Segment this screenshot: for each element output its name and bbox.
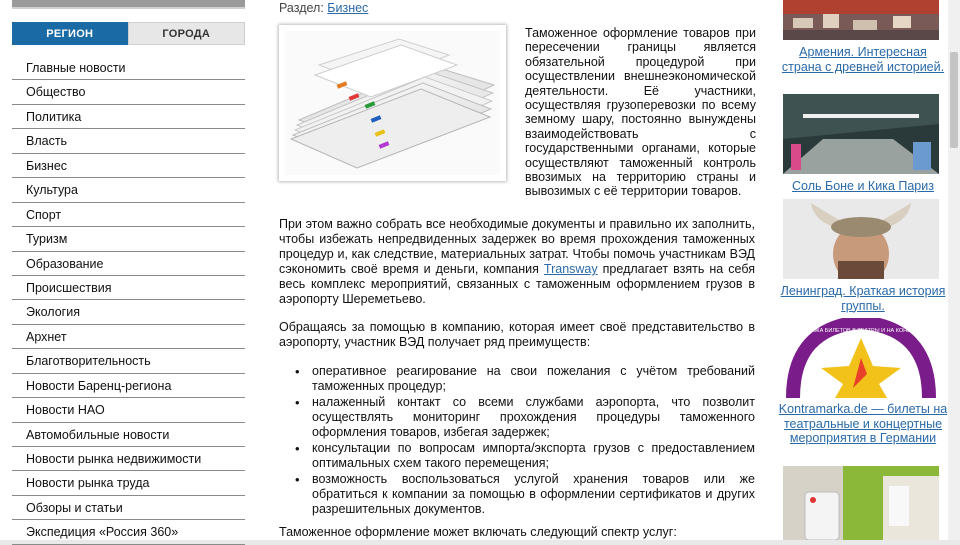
menu-item[interactable]: Новости НАО [12, 398, 245, 422]
article-intro: Таможенное оформление товаров при пересечении границы является обязательной процедурой при осуществлении внешнеэкономической деятельности. Её участники, осуществляя грузоперевозки по всему земному шару, постоянно вынуждены взаимодействовать с государственными органами, которые осуществляют таможенный контроль ввозимых на территорию страны и вывозимых с её территории товаров. [525, 26, 756, 199]
documents-stack-illustration [279, 25, 506, 181]
ad-caption[interactable]: Ленинград. Краткая история группы. [780, 284, 946, 313]
article [260, 0, 778, 540]
menu-item[interactable]: Архнет [12, 325, 245, 349]
tab-region[interactable]: РЕГИОН [12, 22, 128, 45]
menu-item[interactable]: Обзоры и статьи [12, 496, 245, 520]
menu-item[interactable]: Спорт [12, 203, 245, 227]
menu-item[interactable]: Экспедиция «Россия 360» [12, 520, 245, 544]
musician-portrait-image[interactable] [783, 199, 939, 279]
menu-item[interactable]: Туризм [12, 227, 245, 251]
subway-station-image[interactable] [783, 94, 939, 174]
menu-item[interactable]: Бизнес [12, 154, 245, 178]
list-item: • консультации по вопросам импорта/экспорта грузов с предоставлением оптимальных схем такого перемещения; [295, 441, 755, 471]
transway-link[interactable]: Transway [543, 262, 598, 276]
article-paragraph: Обращаясь за помощью в компанию, которая имеет своё представительство в аэропорту, участник ВЭД получает ряд преимуществ: [279, 320, 755, 349]
menu-item[interactable]: Благотворительность [12, 349, 245, 373]
section-link[interactable]: Бизнес [327, 1, 369, 15]
menu-item[interactable]: Новости рынка недвижимости [12, 447, 245, 471]
region-tabs [12, 22, 245, 45]
scrollbar[interactable] [948, 0, 960, 540]
article-image [279, 25, 506, 181]
menu-item[interactable]: Общество [12, 80, 245, 104]
list-item: • оперативное реагирование на свои пожелания с учётом требований таможенных процедур; [295, 364, 755, 394]
section-breadcrumb [279, 1, 368, 15]
paragraph-text: При этом важно собрать все необходимые документы и правильно их заполнить, чтобы избежать непредвиденных задержек во время прохождения таможенных процедур и, как следствие, материальных затрат. Чтобы помочь участникам ВЭД сэкономить своё время и деньги, компания [279, 217, 755, 276]
paragraph-text: предлагает взять на себя весь комплекс мероприятий, связанных с таможенным оформлением грузов в аэропорту Шереметьево. [279, 262, 755, 306]
ad-caption[interactable]: Kontramarka.de — билеты на театральные и концертные мероприятия в Германии [778, 402, 948, 445]
advantages-list [295, 364, 755, 518]
tab-cities[interactable]: ГОРОДА [128, 22, 246, 45]
menu-item[interactable]: Новости Баренц-региона [12, 374, 245, 398]
menu-item[interactable]: Политика [12, 105, 245, 129]
article-paragraph [279, 217, 755, 307]
menu-item[interactable]: Автомобильные новости [12, 423, 245, 447]
menu-item[interactable]: Власть [12, 129, 245, 153]
list-item: • налаженный контакт со всеми службами аэропорта, что позволит осуществлять мониторинг прохождения процедуры таможенного оформления товаров, избегая задержек; [295, 395, 755, 440]
menu-item[interactable]: Культура [12, 178, 245, 202]
armenia-city-image[interactable] [783, 0, 939, 40]
interior-room-image[interactable] [783, 466, 939, 540]
ad-caption[interactable]: Армения. Интересная страна с древней историей. [781, 45, 945, 74]
right-ads-column [778, 0, 948, 540]
menu-item[interactable]: Новости рынка труда [12, 471, 245, 495]
menu-item[interactable]: Образование [12, 252, 245, 276]
ad-image-text: ПРОДАЖА БИЛЕТОВ В ТЕАТРЫ И НА КОНЦЕРТЫ [795, 328, 927, 334]
top-banner-image [12, 0, 245, 9]
ad-caption[interactable]: Соль Боне и Кика Париз [792, 179, 934, 193]
list-item: • возможность воспользоваться услугой хранения товаров или же обратиться к компании за помощью в оформлении сертификатов и других разрешительных документов. [295, 472, 755, 517]
left-sidebar [0, 0, 260, 540]
menu-item[interactable]: Главные новости [12, 56, 245, 80]
scrollbar-thumb[interactable] [950, 52, 958, 148]
news-category-menu [12, 56, 245, 545]
article-paragraph: Таможенное оформление может включать следующий спектр услуг: [279, 525, 677, 539]
menu-item[interactable]: Происшествия [12, 276, 245, 300]
menu-item[interactable]: Экология [12, 300, 245, 324]
section-label: Раздел: [279, 1, 324, 15]
kontramarka-banner-image[interactable] [783, 318, 939, 398]
